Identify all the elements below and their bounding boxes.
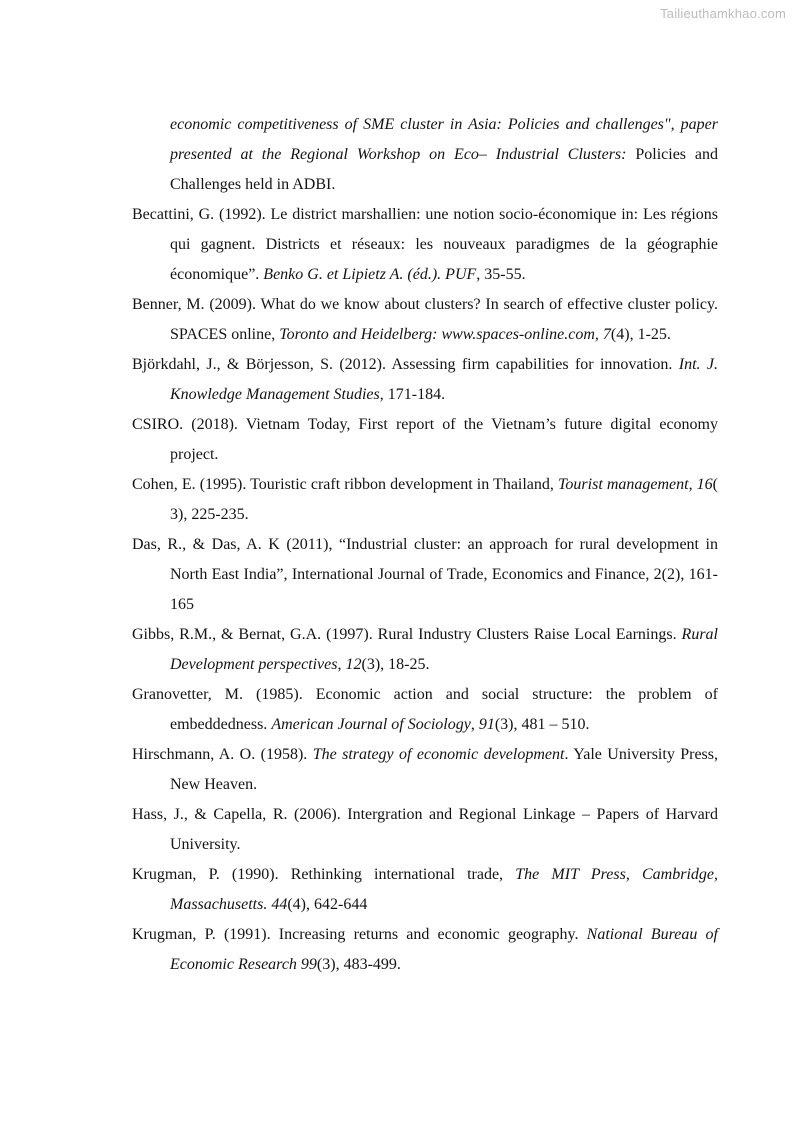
reference-text: Benner, M. (2009). What do we know about clusters? In search of effective cluster policy. SPACES online, — [132, 296, 718, 343]
reference-text: Björkdahl, J., & Börjesson, S. (2012). Assessing firm capabilities for innovation. — [132, 356, 679, 373]
reference-text: Policies and Challenges held in ADBI. — [170, 146, 719, 193]
reference-italic-text: National Bureau of Economic Research 99 — [170, 926, 718, 973]
watermark: Tailieuthamkhao.com — [660, 6, 786, 21]
reference-italic-text: Tourist management, 16 — [557, 476, 713, 493]
reference-text: Cohen, E. (1995). Touristic craft ribbon development in Thailand, — [132, 476, 558, 493]
reference-italic-text: The strategy of economic development — [312, 746, 565, 763]
reference-italic-text: Int. J. Knowledge Management Studies — [170, 356, 719, 403]
reference-text: Hirschmann, A. O. (1958). — [132, 746, 313, 763]
reference-italic-text: 12 — [345, 656, 362, 673]
reference-list — [132, 110, 718, 980]
reference-text: , — [337, 656, 346, 673]
reference-text: Gibbs, R.M., & Bernat, G.A. (1997). Rural Industry Clusters Raise Local Earnings. — [132, 626, 682, 643]
reference-entry — [132, 800, 718, 860]
reference-italic-text: economic competitiveness of SME cluster in Asia: Policies and challenges", paper presented at the Regional Workshop on Eco– Industrial Clusters: — [170, 116, 718, 163]
reference-italic-text: The MIT Press, Cambridge, Massachusetts. 44 — [170, 866, 718, 913]
reference-text: Hass, J., & Capella, R. (2006). Intergration and Regional Linkage – Papers of Harvard University. — [132, 806, 718, 853]
reference-entry — [132, 290, 718, 350]
reference-italic-text: Toronto and Heidelberg: www.spaces-online.com, 7 — [279, 326, 611, 343]
reference-entry — [132, 410, 718, 470]
reference-entry — [132, 350, 718, 410]
reference-text: CSIRO. (2018). Vietnam Today, First report of the Vietnam’s future digital economy project. — [132, 416, 718, 463]
reference-text: . Yale University Press, New Heaven. — [170, 746, 719, 793]
reference-text: (4), 1-25. — [610, 326, 671, 343]
reference-text: Becattini, G. (1992). Le district marshallien: une notion socio-économique in: Les régions qui gagnent. Districts et réseaux: les nouveaux paradigmes de la géographie économique”. — [132, 206, 718, 283]
reference-entry — [132, 920, 718, 980]
reference-text: , 35-55. — [476, 266, 526, 283]
reference-entry — [132, 860, 718, 920]
reference-italic-text: Benko G. et Lipietz A. (éd.). PUF — [263, 266, 477, 283]
reference-text: , 171-184. — [379, 386, 446, 403]
reference-text: Granovetter, M. (1985). Economic action and social structure: the problem of embeddedness. — [132, 686, 718, 733]
reference-text: (3), 483-499. — [316, 956, 401, 973]
reference-text: ( 3), 225-235. — [170, 476, 718, 523]
reference-text: Krugman, P. (1990). Rethinking international trade, — [132, 866, 516, 883]
reference-italic-text: 91 — [478, 716, 495, 733]
reference-entry — [132, 530, 718, 620]
reference-text: , — [470, 716, 479, 733]
reference-entry — [132, 680, 718, 740]
reference-italic-text: Rural Development perspectives — [170, 626, 718, 673]
reference-text: (4), 642-644 — [287, 896, 368, 913]
reference-entry — [132, 620, 718, 680]
reference-entry — [132, 470, 718, 530]
reference-italic-text: American Journal of Sociology — [271, 716, 471, 733]
reference-text: (3), 18-25. — [361, 656, 430, 673]
reference-entry — [132, 200, 718, 290]
reference-text: Das, R., & Das, A. K (2011), “Industrial cluster: an approach for rural development in North East India”, International Journal of Trade, Economics and Finance, 2(2), 161-165 — [132, 536, 718, 613]
reference-entry — [132, 740, 718, 800]
reference-entry-continuation — [132, 110, 718, 200]
reference-text: Krugman, P. (1991). Increasing returns and economic geography. — [132, 926, 587, 943]
reference-text: (3), 481 – 510. — [494, 716, 590, 733]
